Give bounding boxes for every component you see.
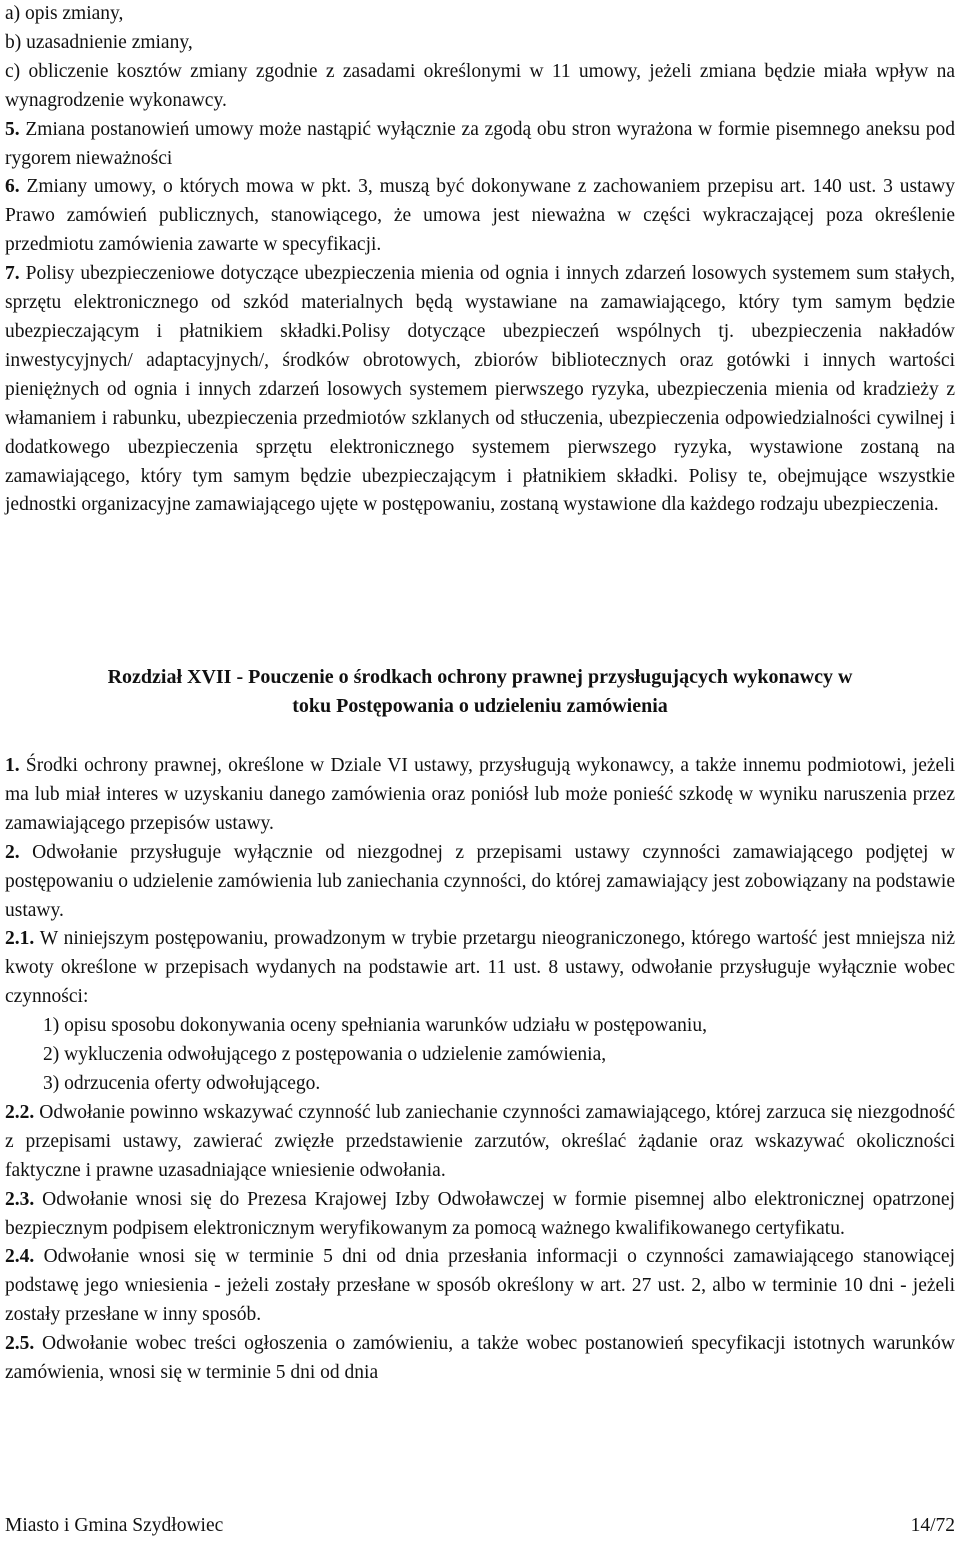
paragraph-number: 1. xyxy=(5,755,20,776)
chapter-heading-line-1: Rozdział XVII - Pouczenie o środkach ochrony prawnej przysługujących wykonawcy w xyxy=(107,666,853,688)
sub-list-item-1: 1) opisu sposobu dokonywania oceny spełniania warunków udziału w postępowaniu, xyxy=(43,1015,707,1037)
paragraph-2-2 xyxy=(5,1099,955,1186)
paragraph-2-5 xyxy=(5,1330,955,1388)
paragraph-text: Zmiany umowy, o których mowa w pkt. 3, muszą być dokonywane z zachowaniem przepisu art. 140 ust. 3 ustawy Prawo zamówień publicznych, stanowiącego, że umowa jest nieważna w części wykraczającej poza określenie przedmiotu zamówienia zawarte w specyfikacji. xyxy=(5,176,955,256)
paragraph-2-1 xyxy=(5,925,955,1012)
sub-list-item-2: 2) wykluczenia odwołującego z postępowania o udzielenie zamówienia, xyxy=(43,1044,607,1066)
paragraph-number: 7. xyxy=(5,263,20,285)
chapter-heading xyxy=(5,663,955,720)
paragraph-text: Zmiana postanowień umowy może nastąpić wyłącznie za zgodą obu stron wyrażona w formie pisemnego aneksu pod rygorem nieważności xyxy=(5,118,955,169)
paragraph-6 xyxy=(5,173,955,260)
paragraph-text: Odwołanie wnosi się do Prezesa Krajowej Izby Odwoławczej w formie pisemnej albo elektronicznej opatrzonej bezpiecznym podpisem elektronicznym weryfikowanym za pomocą ważnego kwalifikowanego certyfikatu. xyxy=(5,1188,955,1239)
chapter-heading-line-2: toku Postępowania o udzieleniu zamówienia xyxy=(292,694,668,717)
list-item-c: c) obliczenie kosztów zmiany zgodnie z zasadami określonymi w 11 umowy, jeżeli zmiana będzie miała wpływ na wynagrodzenie wykonawcy. xyxy=(5,60,955,111)
paragraph-text: W niniejszym postępowaniu, prowadzonym w trybie przetargu nieograniczonego, którego wartość jest mniejsza niż kwoty określone w przepisach wydanych na podstawie art. 11 ust. 8 ustawy, odwołanie przysługuje wyłącznie wobec czynności: xyxy=(5,928,955,1008)
paragraph-text: Odwołanie wobec treści ogłoszenia o zamówieniu, a także wobec postanowień specyfikacji istotnych warunków zamówienia, wnosi się w terminie 5 dni od dnia xyxy=(5,1333,955,1384)
paragraph-text: Odwołanie powinno wskazywać czynność lub zaniechanie czynności zamawiającego, której zarzuca się niezgodność z przepisami ustawy, zawierać zwięzłe przedstawienie zarzutów, określać żądanie oraz wskazywać okoliczności faktyczne i prawne uzasadniające wniesienie odwołania. xyxy=(5,1101,955,1181)
paragraph-number: 6. xyxy=(5,176,20,198)
footer-organization: Miasto i Gmina Szydłowiec xyxy=(5,1515,224,1536)
paragraph-text: Polisy ubezpieczeniowe dotyczące ubezpieczenia mienia od ognia i innych zdarzeń losowych systemem sum stałych, sprzętu elektronicznego od szkód materialnych będą wystawiane na zamawiającego, który tym samym będzie ubezpieczającym i płatnikiem składki.Polisy dotyczące ubezpieczeń wspólnych tj. ubezpieczenia nakładów inwestycyjnych/ adaptacyjnych/, środków obrotowych, zbiorów bibliotecznych oraz gotówki i innych wartości pieniężnych od ognia i innych zdarzeń losowych systemem pierwszego ryzyka, ubezpieczenia mienia od kradzieży z włamaniem i rabunku, ubezpieczenia przedmiotów szklanych od stłuczenia, ubezpieczenia odpowiedzialności cywilnej i dodatkowego ubezpieczenia sprzętu elektronicznego systemem pierwszego ryzyka, wystawione zostaną na zamawiającego, który tym samym będzie ubezpieczającym i płatnikiem składki. Polisy te, obejmujące wszystkie jednostki organizacyjne zamawiającego ujęte w postępowaniu, zostaną wystawione dla każdego rodzaju ubezpieczenia. xyxy=(5,263,955,516)
paragraph-text: Odwołanie przysługuje wyłącznie od niezgodnej z przepisami ustawy czynności zamawiającego podjętej w postępowaniu o udzielenie zamówienia lub zaniechania czynności, do której zamawiający jest zobowiązany na podstawie ustawy. xyxy=(5,841,955,921)
top-section xyxy=(5,0,955,520)
page-number: 14/72 xyxy=(910,1515,955,1536)
paragraph-number: 5. xyxy=(5,118,20,140)
paragraph-text: Odwołanie wnosi się w terminie 5 dni od dnia przesłania informacji o czynności zamawiającego stanowiącej podstawę jego wniesienia - jeżeli zostały przesłane w sposób określony w art. 27 ust. 2, albo w terminie 10 dni - jeżeli zostały przesłane w inny sposób. xyxy=(5,1246,955,1326)
paragraph-text: Środki ochrony prawnej, określone w Dziale VI ustawy, przysługują wykonawcy, a także innemu podmiotowi, jeżeli ma lub miał interes w uzyskaniu danego zamówienia oraz poniósł lub może ponieść szkodę w wyniku naruszenia przez zamawiającego przepisów ustawy. xyxy=(5,755,955,834)
paragraph-number: 2.5. xyxy=(5,1333,35,1355)
chapter-body xyxy=(5,752,955,1388)
list-item-a: a) opis zmiany, xyxy=(5,3,124,24)
paragraph-number: 2. xyxy=(5,841,20,863)
paragraph-number: 2.4. xyxy=(5,1246,35,1268)
paragraph-2 xyxy=(5,839,955,926)
paragraph-5 xyxy=(5,116,955,174)
paragraph-2-4 xyxy=(5,1243,955,1330)
paragraph-1 xyxy=(5,752,955,839)
paragraph-number: 2.3. xyxy=(5,1188,35,1210)
list-item-b: b) uzasadnienie zmiany, xyxy=(5,31,193,53)
paragraph-number: 2.2. xyxy=(5,1101,35,1123)
sub-list-item-3: 3) odrzucenia oferty odwołującego. xyxy=(43,1072,321,1094)
paragraph-2-3 xyxy=(5,1186,955,1244)
paragraph-7 xyxy=(5,260,955,520)
paragraph-number: 2.1. xyxy=(5,928,35,950)
